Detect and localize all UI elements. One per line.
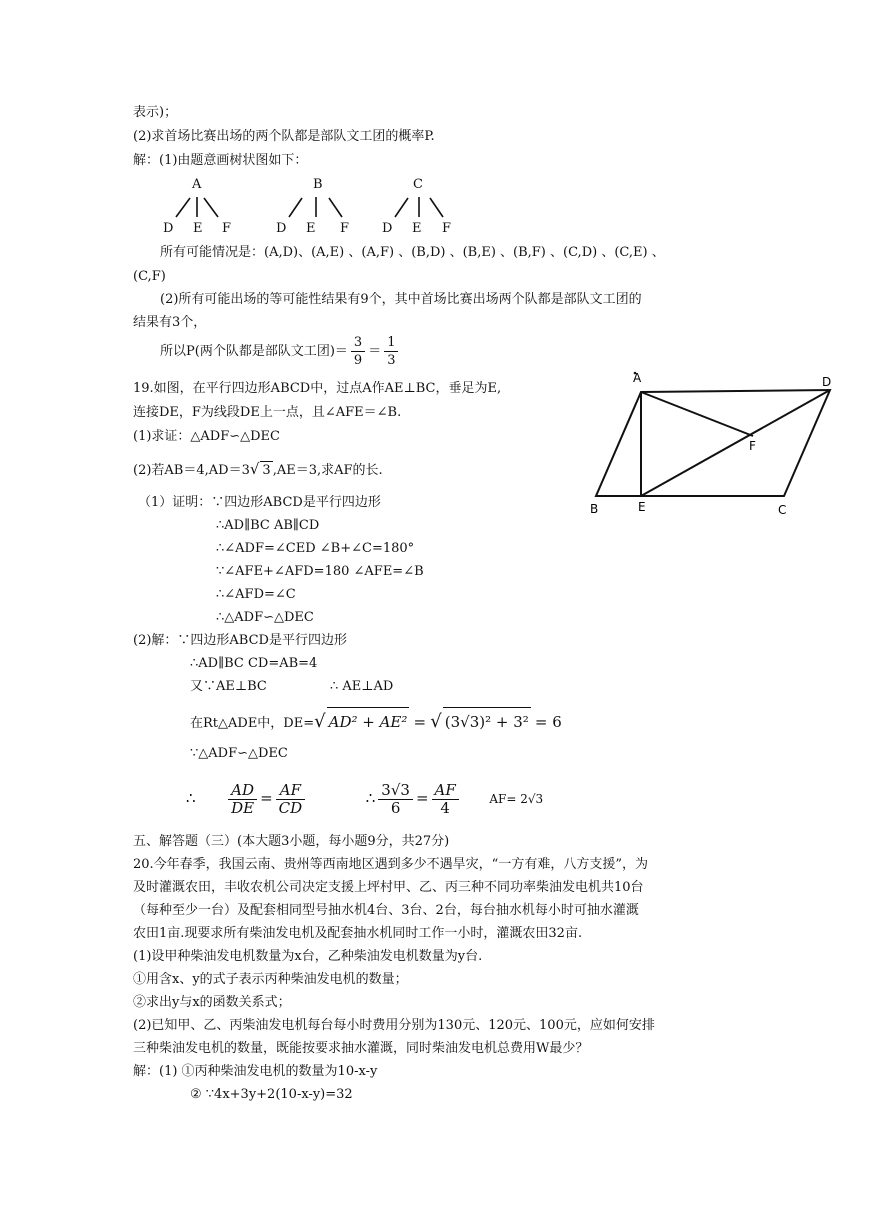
text-line: ∴ AE⊥AD — [330, 679, 394, 694]
tree-leaf-d: D — [276, 221, 287, 236]
text-line: 农田1亩.现要求所有柴油发电机及配套抽水机同时工作一小时，灌溉农田32亩. — [133, 926, 583, 941]
text-line: 解：(1)由题意画树状图如下： — [133, 153, 308, 168]
text-line: (2)所有可能出场的等可能性结果有9个，其中首场比赛出场两个队都是部队文工团的 — [160, 292, 642, 307]
text-line: 所有可能情况是：(A,D)、(A,E) 、(A,F) 、(B,D) 、(B,E) 、(B,F) 、(C,D) 、(C,E) 、 — [160, 245, 665, 260]
fraction: $\frac{1}{3}$ — [384, 334, 398, 369]
text-line: 20.今年春季，我国云南、贵州等西南地区遇到多少不遇旱灾，“一方有难，八方支援”，为 — [133, 857, 648, 872]
text-line: ② ∵4x+3y+2(10-x-y)=32 — [190, 1087, 353, 1102]
text-line: ∴△ADF∽△DEC — [216, 610, 314, 625]
fraction: $\frac{AD}{DE}$ — [228, 782, 257, 817]
text-line: ∴∠AFD=∠C — [216, 587, 296, 602]
fraction: $\frac{3√3}{6}$ — [378, 782, 413, 817]
text-line: ∴AD∥BC AB∥CD — [216, 518, 320, 533]
text-line: (2)若AB＝4,AD＝3√ 3 ,AE＝3,求AF的长. — [133, 460, 383, 478]
tree-leaf-f: F — [340, 221, 350, 236]
text-line: 结果有3个， — [133, 315, 207, 330]
text-line: 19.如图，在平行四边形ABCD中，过点A作AE⊥BC，垂足为E, — [133, 381, 502, 396]
text-line: 及时灌溉农田，丰收农机公司决定支援上坪村甲、乙、丙三种不同功率柴油发电机共10台 — [133, 880, 644, 895]
label-d: D — [822, 375, 832, 389]
text-line: 表示)； — [133, 105, 178, 120]
tree-leaf-e: E — [412, 221, 422, 236]
label-f: F — [749, 439, 756, 453]
text-line: （每种至少一台）及配套相同型号抽水机4台、3台、2台，每台抽水机每小时可抽水灌溉 — [133, 903, 639, 918]
tree-root-a: A — [192, 177, 202, 192]
text-line: (2)求首场比赛出场的两个队都是部队文工团的概率P. — [133, 129, 435, 144]
label-c: C — [778, 503, 787, 517]
label-a: A — [633, 371, 642, 385]
fraction: $\frac{AF}{CD}$ — [276, 782, 306, 817]
tree-branches — [0, 0, 869, 240]
text-line: ∴∠ADF=∠CED ∠B+∠C=180° — [216, 541, 415, 556]
text-line: ②求出y与x的函数关系式； — [133, 995, 291, 1010]
tree-diagram — [0, 0, 869, 240]
text-line: (2)解：∵四边形ABCD是平行四边形 — [133, 633, 347, 648]
ratio-formula: ∴ $\frac{AD}{DE}$ = $\frac{AF}{CD}$ ∴ $\frac{3√3}{6}$ = $\frac{AF}{4}$ AF= 2√3 — [186, 780, 544, 817]
probability-formula: 所以P(两个队都是部队文工团)＝ $\frac{3}{9}$ ＝ $\frac{1}{3}$ — [160, 334, 401, 370]
tree-leaf-e: E — [306, 221, 316, 236]
text-line: ∵∠AFE+∠AFD=180 ∠AFE=∠B — [216, 564, 424, 579]
tree-leaf-d: D — [163, 221, 174, 236]
fraction: $\frac{3}{9}$ — [351, 334, 365, 369]
text-line: ①用含x、y的式子表示丙种柴油发电机的数量； — [133, 972, 408, 987]
tree-root-c: C — [413, 177, 423, 192]
tree-leaf-e: E — [193, 221, 203, 236]
tree-leaf-f: F — [222, 221, 232, 236]
section-heading: 五、解答题（三）(本大题3小题，每小题9分，共27分) — [133, 834, 450, 849]
text-line: (1)设甲种柴油发电机数量为x台，乙种柴油发电机数量为y台. — [133, 949, 483, 964]
fraction: $\frac{AF}{4}$ — [432, 782, 459, 817]
label-b: B — [590, 502, 599, 516]
text-line: ∵△ADF∽△DEC — [190, 746, 288, 761]
text-line: 连接DE，F为线段DE上一点，且∠AFE＝∠B. — [133, 405, 402, 420]
tree-leaf-d: D — [382, 221, 393, 236]
text-line: ∴AD∥BC CD=AB=4 — [190, 656, 318, 671]
text-line: (1)求证：△ADF∽△DEC — [133, 429, 280, 444]
tree-leaf-f: F — [442, 221, 452, 236]
label-e: E — [638, 500, 646, 514]
text-line: (2)已知甲、乙、丙柴油发电机每台每小时费用分别为130元、120元、100元，应如何安排 — [133, 1018, 655, 1033]
text-line: 解：(1) ①丙种柴油发电机的数量为10-x-y — [133, 1064, 378, 1079]
parallelogram-figure — [586, 368, 846, 518]
text-line: （1）证明：∵四边形ABCD是平行四边形 — [138, 495, 381, 510]
text-line: 三种柴油发电机的数量，既能按要求抽水灌溉，同时柴油发电机总费用W最少？ — [133, 1041, 589, 1056]
text-line: (C,F) — [133, 269, 166, 284]
de-formula: 在Rt△ADE中，DE=√ AD² + AE² = √ (3√3)² + 3² = 6 — [190, 707, 562, 738]
tree-root-b: B — [313, 177, 323, 192]
text-line: 又∵AE⊥BC — [190, 679, 267, 694]
